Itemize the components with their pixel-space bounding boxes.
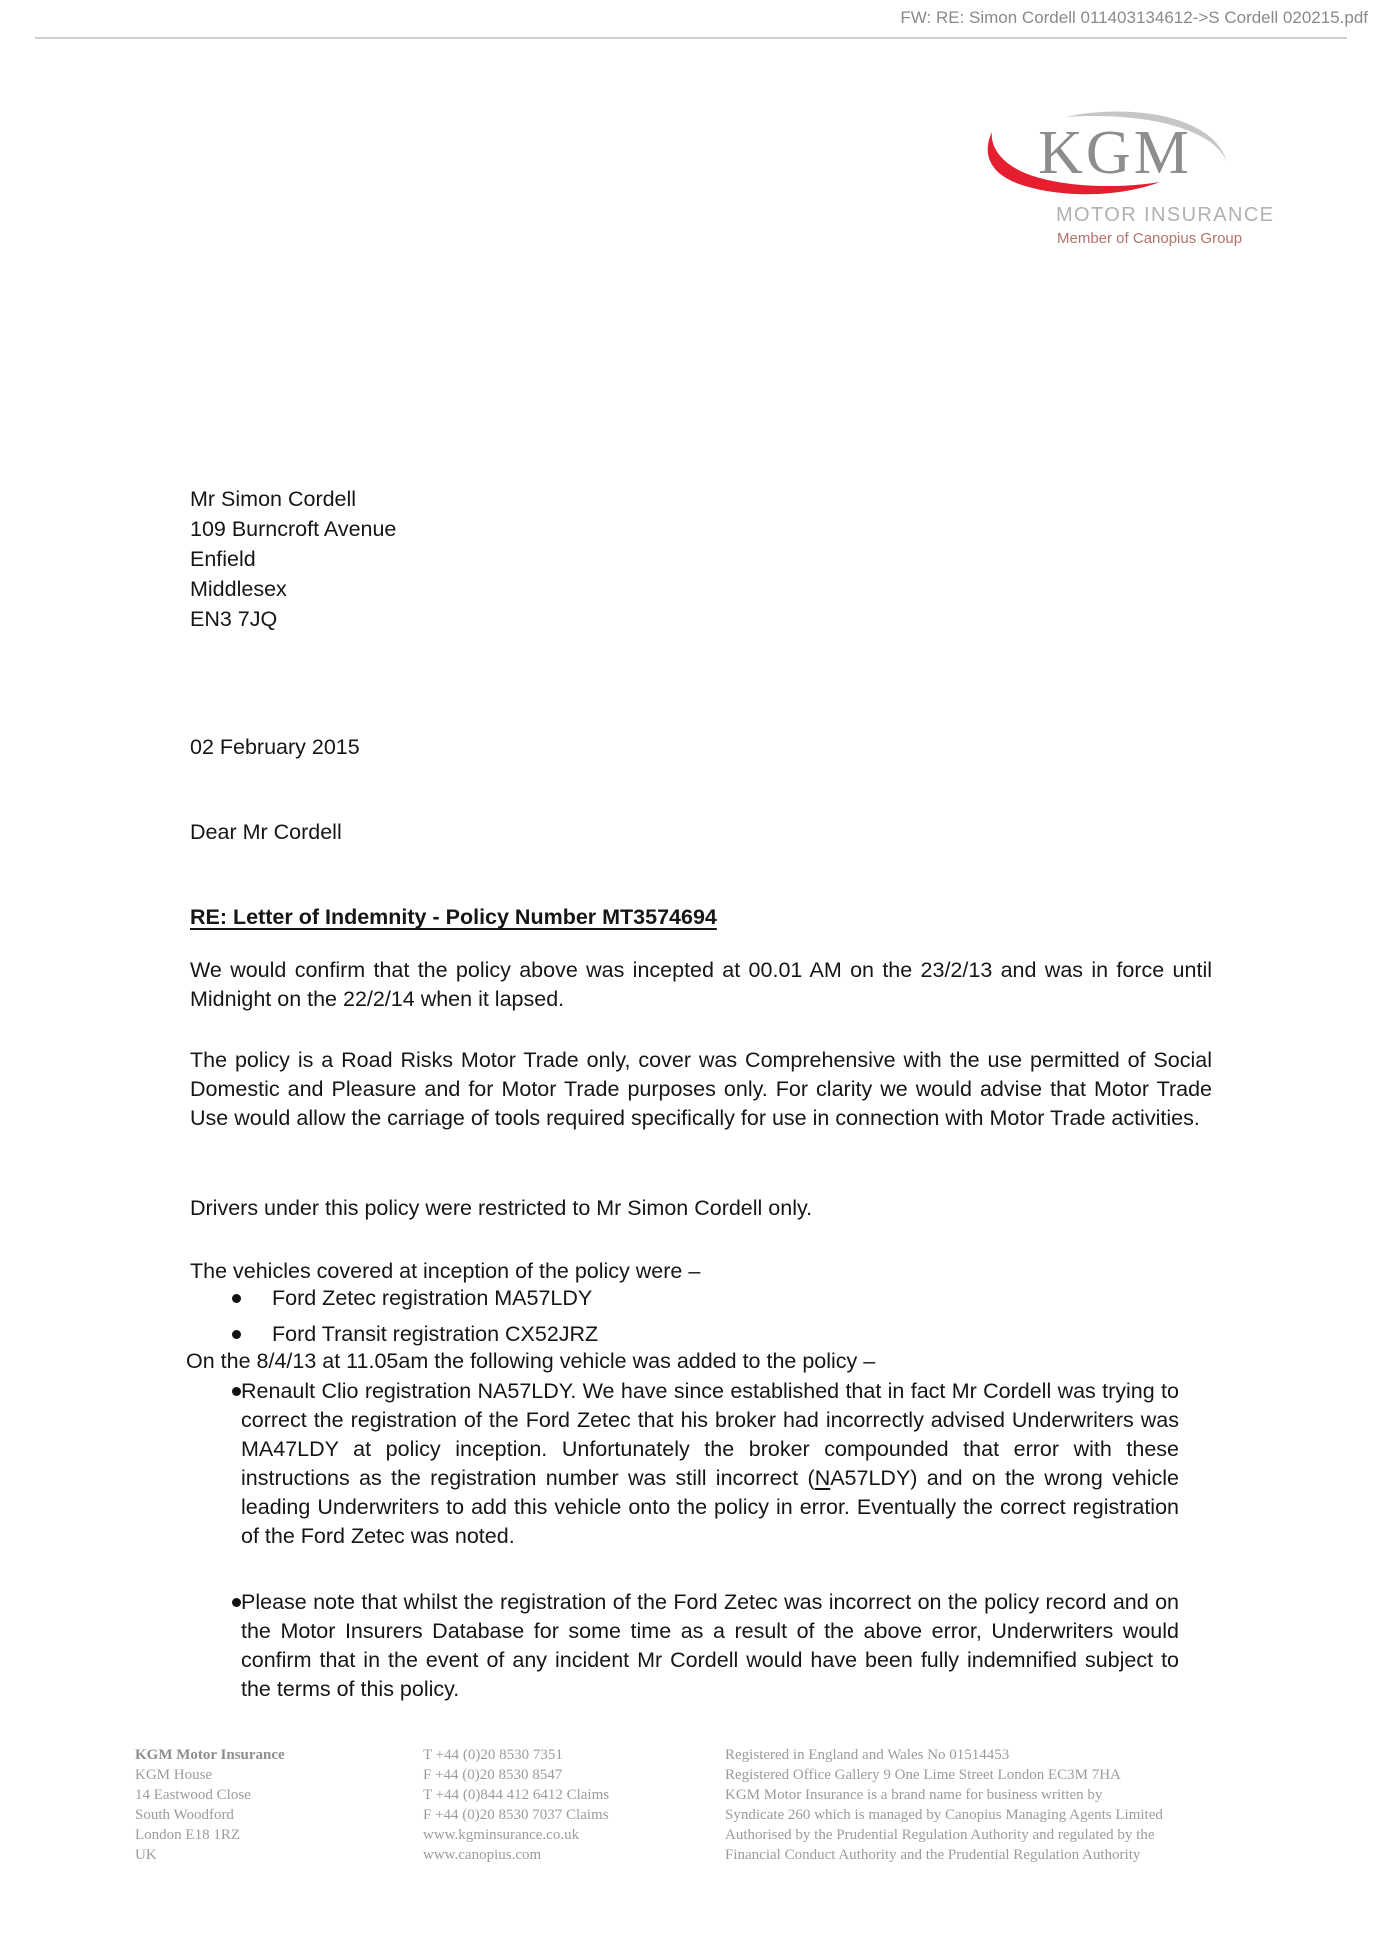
bullet-icon xyxy=(232,1387,241,1396)
document-filename: FW: RE: Simon Cordell 011403134612->S Cordell 020215.pdf xyxy=(900,8,1368,27)
list-item-renault xyxy=(190,1377,1179,1551)
footer-website-kgm: www.kgminsurance.co.uk xyxy=(423,1827,580,1843)
paragraph-policy-dates: We would confirm that the policy above was incepted at 00.01 AM on the 23/2/13 and was in force until Midnight on the 22/2/14 when it lapsed. xyxy=(190,958,1212,1011)
recipient-postcode: EN3 7JQ xyxy=(190,607,278,631)
paragraph-vehicle-added: On the 8/4/13 at 11.05am the following vehicle was added to the policy – xyxy=(186,1349,876,1373)
footer-address-line: South Woodford xyxy=(135,1807,234,1823)
list-item xyxy=(190,1284,598,1313)
footer-legal-line: Authorised by the Prudential Regulation Authority and regulated by the xyxy=(725,1827,1155,1843)
footer-phone: T +44 (0)20 8530 7351 xyxy=(423,1747,563,1763)
list-item xyxy=(190,1320,598,1349)
bullet-icon xyxy=(232,1598,241,1607)
bullet-icon xyxy=(232,1294,241,1303)
footer-legal-line: Registered in England and Wales No 01514453 xyxy=(725,1747,1010,1763)
bullet-icon xyxy=(232,1330,241,1339)
footer-legal-line: Registered Office Gallery 9 One Lime Street London EC3M 7HA xyxy=(725,1767,1121,1783)
renault-text-part1: Renault Clio registration NA57LDY. We have since established that in fact Mr Cordell was trying to correct the registration of the Ford Zetec that his broker had incorrectly advised Underwriters was MA47LDY at policy inception. Unfortunately the broker compounded that error with these instructions as the registration number was still incorrect ( xyxy=(241,1379,1179,1490)
paragraph-drivers: Drivers under this policy were restricted to Mr Simon Cordell only. xyxy=(190,1196,813,1220)
subject-line: RE: Letter of Indemnity - Policy Number MT3574694 xyxy=(190,905,717,929)
vehicle-entry: Ford Transit registration CX52JRZ xyxy=(272,1322,599,1346)
footer-claims-phone: T +44 (0)844 412 6412 Claims xyxy=(423,1787,610,1803)
footer-fax: F +44 (0)20 8530 8547 xyxy=(423,1767,563,1783)
footer-company-name: KGM Motor Insurance xyxy=(135,1747,285,1763)
footer-address-line: 14 Eastwood Close xyxy=(135,1787,251,1803)
footer-address-line: UK xyxy=(135,1847,157,1863)
footer-contact-column xyxy=(423,1745,609,1865)
paragraph-cover-details: The policy is a Road Risks Motor Trade only, cover was Comprehensive with the use permitted of Social Domestic and Pleasure and for Motor Trade purposes only. For clarity we would advise that Motor Trade Use would allow the carriage of tools required specifically for use in connection with Motor Trade activities. xyxy=(190,1048,1212,1130)
footer-address-line: London E18 1RZ xyxy=(135,1827,240,1843)
logo-tagline: Member of Canopius Group xyxy=(1057,230,1243,247)
logo-brand-text: KGM xyxy=(1038,119,1192,187)
footer-website-canopius: www.canopius.com xyxy=(423,1847,542,1863)
recipient-county: Middlesex xyxy=(190,577,287,601)
vehicle-entry: Ford Zetec registration MA57LDY xyxy=(272,1286,593,1310)
footer-legal-line: KGM Motor Insurance is a brand name for business written by xyxy=(725,1787,1103,1803)
renault-bullet-text xyxy=(241,1377,1179,1551)
vehicle-list xyxy=(190,1284,598,1349)
footer-address-column xyxy=(135,1745,285,1865)
recipient-town: Enfield xyxy=(190,547,256,571)
paragraph-vehicles-intro: The vehicles covered at inception of the policy were – xyxy=(190,1259,701,1283)
footer-claims-fax: F +44 (0)20 8530 7037 Claims xyxy=(423,1807,609,1823)
footer-legal-column xyxy=(725,1745,1163,1865)
header-divider xyxy=(35,37,1347,39)
footer-legal-line: Syndicate 260 which is managed by Canopius Managing Agents Limited xyxy=(725,1807,1163,1823)
letter-date: 02 February 2015 xyxy=(190,735,360,759)
salutation: Dear Mr Cordell xyxy=(190,820,342,844)
footer-address-line: KGM House xyxy=(135,1767,213,1783)
kgm-logo xyxy=(980,105,1235,197)
footer-legal-line: Financial Conduct Authority and the Prudential Regulation Authority xyxy=(725,1847,1141,1863)
logo-subtitle: MOTOR INSURANCE xyxy=(1056,204,1275,226)
note-bullet-text: Please note that whilst the registration of the Ford Zetec was incorrect on the policy record and on the Motor Insurers Database for some time as a result of the above error, Underwriters would confirm that in the event of any incident Mr Cordell would have been fully indemnified subject to the terms of this policy. xyxy=(241,1590,1179,1701)
renault-text-underlined: N xyxy=(814,1466,831,1490)
recipient-street: 109 Burncroft Avenue xyxy=(190,517,397,541)
renault-text-part2: A57LDY) and on the wrong vehicle leading Underwriters to add this vehicle onto the policy in error. Eventually the correct registration of the Ford Zetec was noted. xyxy=(241,1466,1179,1548)
list-item-note xyxy=(190,1588,1179,1704)
recipient-address-block xyxy=(190,484,396,634)
recipient-name: Mr Simon Cordell xyxy=(190,487,357,511)
